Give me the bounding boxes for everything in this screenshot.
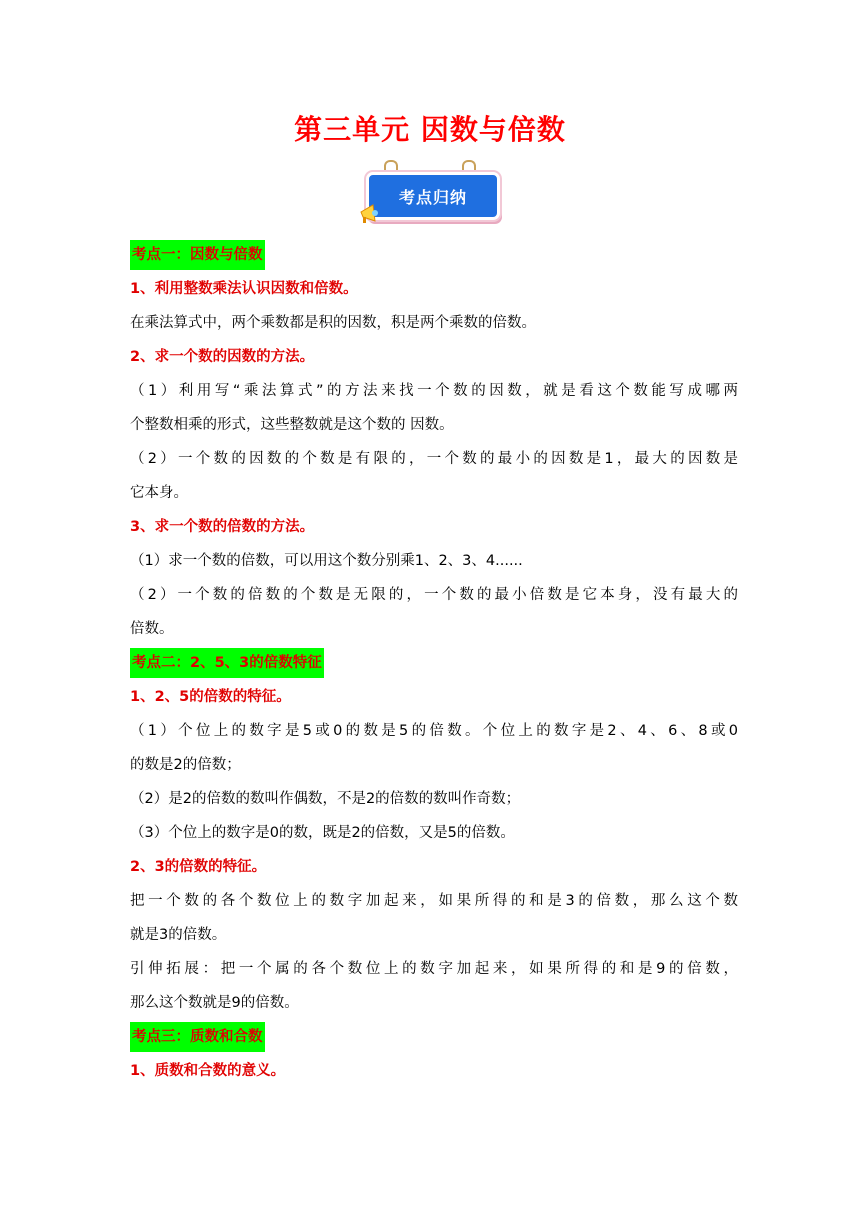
subheading-1-3: 3、求一个数的倍数的方法。: [130, 519, 315, 535]
paragraph-2-1d: （3）个位上的数字是0的数，既是2的倍数，又是5的倍数。: [130, 825, 515, 841]
paragraph-1-3a: （1）求一个数的倍数，可以用这个数分别乘1、2、3、4......: [130, 553, 523, 569]
subheading-1-1: 1、利用整数乘法认识因数和倍数。: [130, 281, 358, 297]
subheading-2-2: 2、3的倍数的特征。: [130, 859, 267, 875]
paragraph-1-2a: （1）利用写“乘法算式”的方法来找一个数的因数，就是看这个数能写成哪两: [130, 383, 738, 399]
section-heading-3: 考点三：质数和合数: [130, 1020, 738, 1054]
paragraph-2-1b: 的数是2的倍数；: [130, 757, 241, 773]
section-heading-1: 考点一：因数与倍数: [130, 238, 738, 272]
subheading-2-1: 1、2、5的倍数的特征。: [130, 689, 291, 705]
badge-board: [366, 172, 500, 220]
subheading-3-1: 1、质数和合数的意义。: [130, 1063, 286, 1079]
paragraph-2-2c: 引伸拓展：把一个属的各个数位上的数字加起来，如果所得的和是9的倍数，: [130, 961, 738, 977]
notes-body: [130, 238, 738, 1088]
paragraph-1-2d: 它本身。: [130, 485, 188, 501]
paragraph-2-2a: 把一个数的各个数位上的数字加起来，如果所得的和是3的倍数，那么这个数: [130, 893, 738, 909]
paragraph-1-3c: 倍数。: [130, 621, 174, 637]
section-heading-2: 考点二：2、5、3的倍数特征: [130, 646, 738, 680]
badge-label: 考点归纳: [398, 187, 467, 207]
paragraph-1-1: 在乘法算式中，两个乘数都是积的因数，积是两个乘数的倍数。: [130, 315, 536, 331]
paragraph-1-3b: （2）一个数的倍数的个数是无限的，一个数的最小倍数是它本身，没有最大的: [130, 587, 738, 603]
paragraph-2-2d: 那么这个数就是9的倍数。: [130, 995, 299, 1011]
megaphone-icon: [358, 202, 380, 226]
paragraph-1-2c: （2）一个数的因数的个数是有限的，一个数的最小的因数是1，最大的因数是: [130, 451, 738, 467]
section-badge: [358, 158, 504, 230]
paragraph-2-1a: （1）个位上的数字是5或0的数是5的倍数。个位上的数字是2、4、6、8或0: [130, 723, 738, 739]
paragraph-1-2b: 个整数相乘的形式，这些整数就是这个数的 因数。: [130, 417, 454, 433]
paragraph-2-1c: （2）是2的倍数的数叫作偶数，不是2的倍数的数叫作奇数；: [130, 791, 521, 807]
subheading-1-2: 2、求一个数的因数的方法。: [130, 349, 315, 365]
paragraph-2-2b: 就是3的倍数。: [130, 927, 227, 943]
page-title: 第三单元 因数与倍数: [294, 113, 566, 146]
